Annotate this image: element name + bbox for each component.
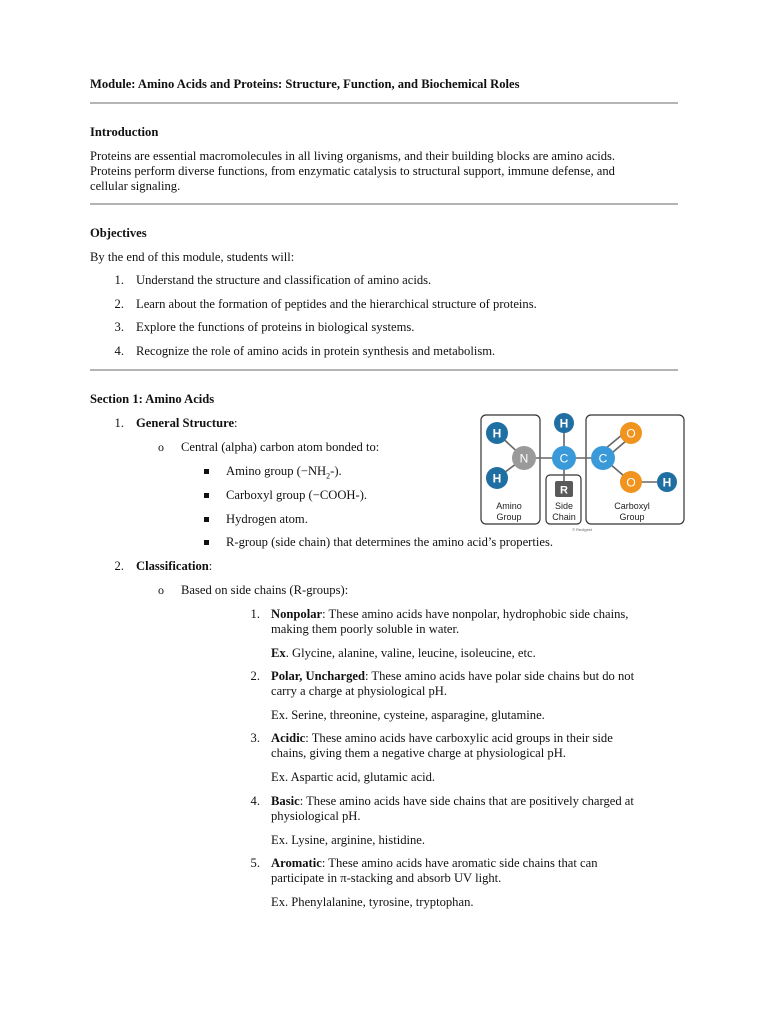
class-text: physiological pH. (271, 809, 361, 823)
term: General Structure (136, 416, 235, 430)
list-number: 1. (114, 273, 124, 287)
amino-acid-structure-diagram (478, 412, 688, 534)
class-name: Aromatic (271, 856, 322, 870)
class-description (271, 794, 634, 809)
list-number: 4. (114, 344, 124, 358)
intro-line: Proteins perform diverse functions, from enzymatic catalysis to structural support, immune defense, and (90, 164, 615, 178)
classification-item (136, 559, 212, 574)
list-number: 4. (250, 794, 260, 808)
list-number: 3. (250, 731, 260, 745)
objective-item: Understand the structure and classification of amino acids. (136, 273, 432, 287)
atom-symbol: H (492, 426, 502, 441)
side-chain-label: Side (554, 501, 574, 511)
bonded-text: Amino group (−NH (226, 464, 327, 478)
class-text: : These amino acids have aromatic side chains that can (321, 856, 598, 870)
atom-symbol: H (492, 471, 502, 486)
intro-line: cellular signaling. (90, 179, 181, 193)
bullet-circle: o (158, 440, 164, 454)
image-credit: © Redigest (572, 527, 592, 532)
colon: : (234, 416, 238, 430)
divider (90, 203, 678, 205)
objectives-lead: By the end of this module, students will: (90, 250, 295, 264)
class-text: : These amino acids have nonpolar, hydrophobic side chains, (322, 607, 629, 621)
example-text: Ex. Lysine, arginine, histidine. (271, 833, 426, 847)
general-structure-item (136, 416, 238, 431)
atom-symbol: O (626, 475, 636, 490)
colon: : (208, 559, 213, 573)
class-description (271, 856, 598, 871)
carboxyl-group-label: Group (619, 512, 645, 522)
sub-bullet-text: Based on side chains (R-groups): (181, 583, 349, 597)
list-number: 2. (114, 559, 124, 573)
atom-symbol: O (626, 426, 636, 441)
term: Classification (136, 559, 209, 573)
example-text: Ex. Aspartic acid, glutamic acid. (271, 770, 436, 784)
subscript: 2 (326, 471, 331, 481)
list-number: 3. (114, 320, 124, 334)
class-text: carry a charge at physiological pH. (271, 684, 448, 698)
class-name: Acidic (271, 731, 306, 745)
atom-symbol: R (560, 484, 568, 497)
class-name: Basic (271, 794, 300, 808)
list-number: 1. (114, 416, 124, 430)
class-text: participate in π-stacking and absorb UV light. (271, 871, 502, 885)
class-text: chains, giving them a negative charge at physiological pH. (271, 746, 566, 760)
class-text: : These amino acids have polar side chains but do not (365, 669, 635, 683)
class-text: : These amino acids have carboxylic acid groups in their side (305, 731, 613, 745)
list-number: 1. (250, 607, 260, 621)
class-text: making them poorly soluble in water. (271, 622, 460, 636)
bonded-item: R-group (side chain) that determines the amino acid’s properties. (226, 535, 553, 549)
class-description (271, 731, 613, 746)
square-bullet (204, 493, 209, 498)
example-text: Ex. Phenylalanine, tyrosine, tryptophan. (271, 895, 474, 909)
example-text: . Glycine, alanine, valine, leucine, isoleucine, etc. (285, 646, 536, 660)
class-name: Polar, Uncharged (271, 669, 365, 683)
atom-symbol: N (519, 451, 529, 466)
list-number: 2. (250, 669, 260, 683)
example-text: Ex. Serine, threonine, cysteine, asparagine, glutamine. (271, 708, 545, 722)
list-number: 2. (114, 297, 124, 311)
divider (90, 369, 678, 371)
square-bullet (204, 540, 209, 545)
square-bullet (204, 469, 209, 474)
class-description (271, 669, 634, 684)
example-label: Ex (271, 646, 286, 660)
bullet-circle: o (158, 583, 164, 597)
objective-item: Learn about the formation of peptides and the hierarchical structure of proteins. (136, 297, 537, 311)
class-text: : These amino acids have side chains that are positively charged at (299, 794, 634, 808)
amino-group-label: Amino (496, 501, 522, 511)
class-description (271, 607, 628, 622)
side-chain-label: Chain (552, 512, 576, 522)
class-name: Nonpolar (271, 607, 323, 621)
bonded-text: -). (330, 464, 342, 478)
introduction-heading: Introduction (90, 125, 159, 139)
sub-bullet-text: Central (alpha) carbon atom bonded to: (181, 440, 380, 454)
divider (90, 102, 678, 104)
carboxyl-group-label: Carboxyl (614, 501, 650, 511)
amino-group-label: Group (496, 512, 522, 522)
atom-symbol: C (559, 451, 569, 466)
intro-line: Proteins are essential macromolecules in all living organisms, and their building blocks are amino acids. (90, 149, 616, 163)
list-number: 5. (250, 856, 260, 870)
atom-symbol: H (662, 475, 672, 490)
bonded-item (226, 464, 342, 481)
objectives-heading: Objectives (90, 226, 147, 240)
objective-item: Explore the functions of proteins in biological systems. (136, 320, 415, 334)
module-title: Module: Amino Acids and Proteins: Structure, Function, and Biochemical Roles (90, 77, 520, 91)
objective-item: Recognize the role of amino acids in protein synthesis and metabolism. (136, 344, 496, 358)
section-heading: Section 1: Amino Acids (90, 392, 215, 406)
bonded-item: Hydrogen atom. (226, 512, 308, 526)
bonded-item: Carboxyl group (−COOH-). (226, 488, 368, 502)
atom-symbol: H (559, 416, 569, 431)
class-example (271, 646, 536, 661)
atom-symbol: C (598, 451, 608, 466)
square-bullet (204, 517, 209, 522)
